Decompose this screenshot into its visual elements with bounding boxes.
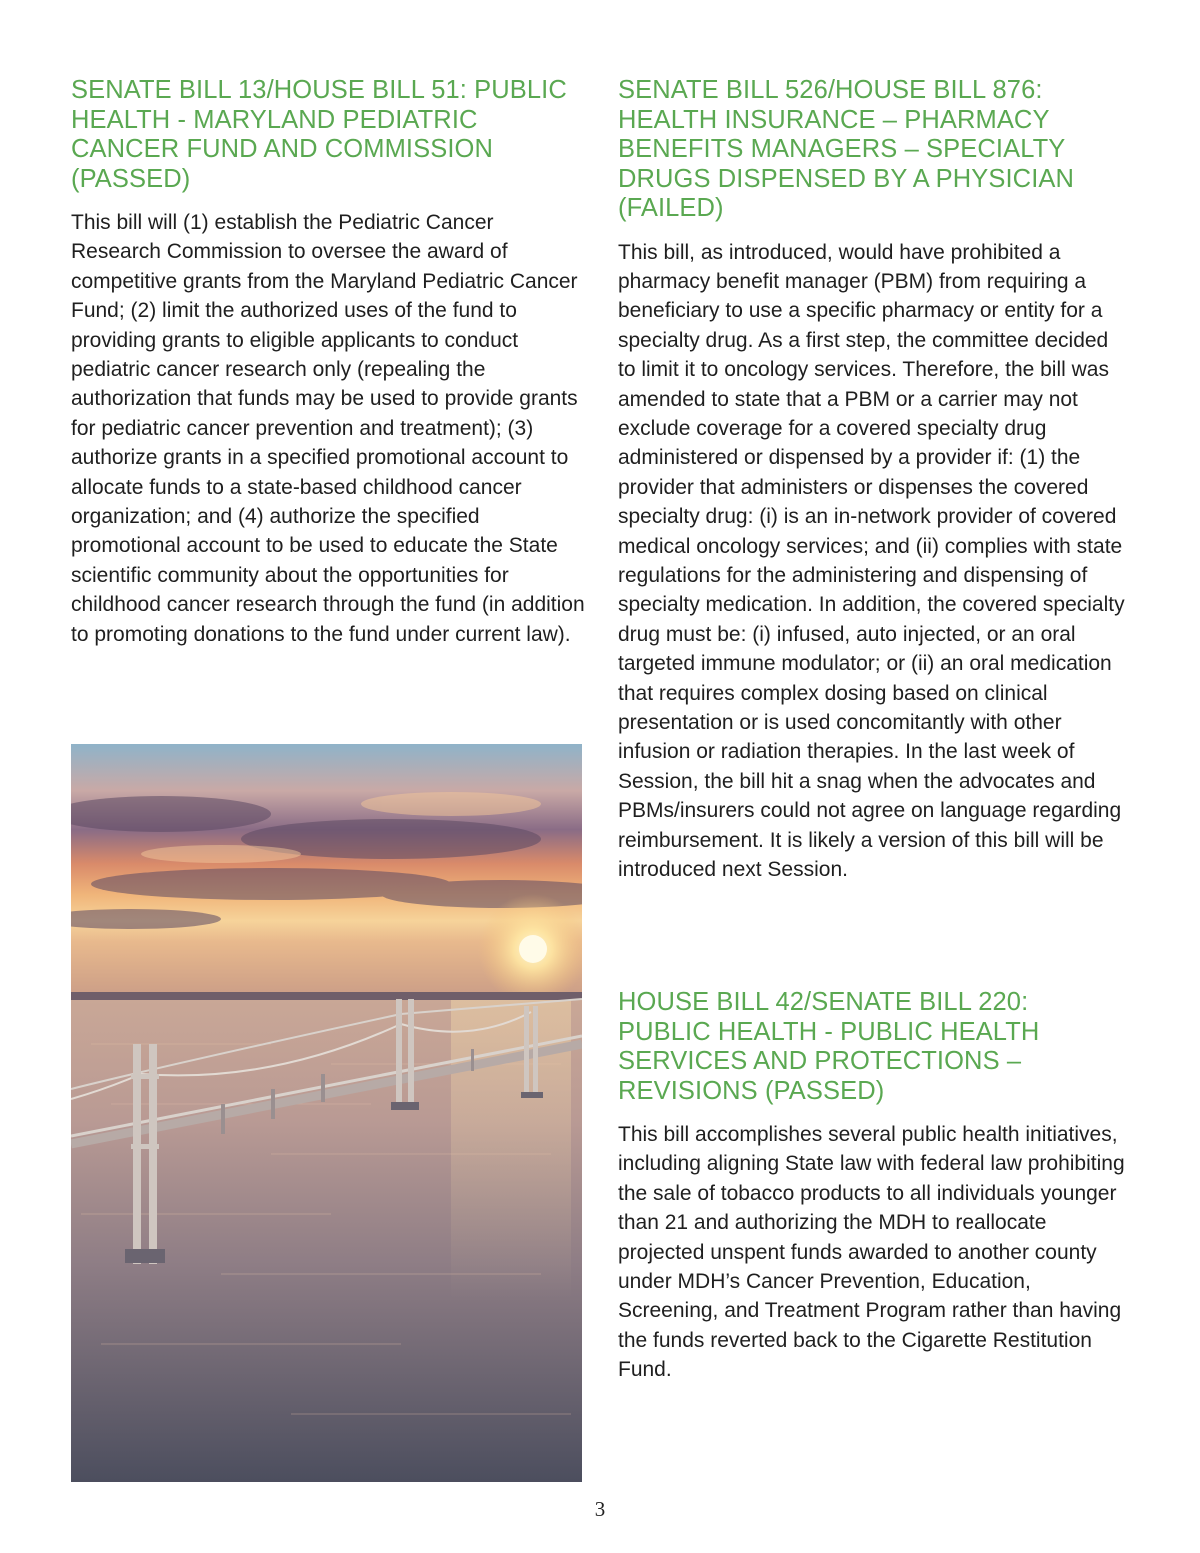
- bill-description: This bill, as introduced, would have prohibited a pharmacy benefit manager (PBM) from requiring a beneficiary to use a specific pharmacy or entity for a specialty drug. As a first step, the committee decided to limit it to oncology services. Therefore, the bill was amended to state that a PBM or a carrier may not exclude coverage for a covered specialty drug administered or dispensed by a provider if: (1) the provider that administers or dispenses the covered specialty drug: (i) is an in-network provider of covered medical oncology services; and (ii) complies with state regulations for the administering and dispensing of specialty medication. In addition, the covered specialty drug must be: (i) infused, auto injected, or an oral targeted immune modulator; or (ii) an oral medication that requires complex dosing based on clinical presentation or is used concomitantly with other infusion or radiation therapies. In the last week of Session, the bill hit a snag when the advocates and PBMs/insurers could not agree on language regarding reimbursement. It is likely a version of this bill will be introduced next Session.: [618, 240, 1125, 882]
- bill-heading: SENATE BILL 526/HOUSE BILL 876: HEALTH INSURANCE – PHARMACY BENEFITS MANAGERS – SPECIALTY DRUGS DISPENSED BY A PHYSICIAN (FAILED): [618, 76, 1074, 222]
- bill-section-sb13: [71, 76, 586, 649]
- bill-description: This bill accomplishes several public health initiatives, including aligning State law with federal law prohibiting the sale of tobacco products to all individuals younger than 21 and authorizing the MDH to reallocate projected unspent funds awarded to another county under MDH’s Cancer Prevention, Education, Screening, and Treatment Program rather than having the funds reverted back to the Cigarette Restitution Fund.: [618, 1123, 1125, 1382]
- bill-heading: SENATE BILL 13/HOUSE BILL 51: PUBLIC HEALTH - MARYLAND PEDIATRIC CANCER FUND AND COMMISSION (PASSED): [71, 76, 567, 193]
- bill-description: This bill will (1) establish the Pediatric Cancer Research Commission to oversee the award of competitive grants from the Maryland Pediatric Cancer Fund; (2) limit the authorized uses of the fund to providing grants to eligible applicants to conduct pediatric cancer research only (repealing the authorization that funds may be used to provide grants for pediatric cancer prevention and treatment); (3) authorize grants in a specified promotional account to allocate funds to a state-based childhood cancer organization; and (4) authorize the specified promotional account to be used to educate the State scientific community about the opportunities for childhood cancer research through the fund (in addition to promoting donations to the fund under current law).: [71, 211, 585, 646]
- bill-heading: HOUSE BILL 42/SENATE BILL 220: PUBLIC HEALTH - PUBLIC HEALTH SERVICES AND PROTECTIONS – REVISIONS (PASSED): [618, 988, 1040, 1105]
- bill-section-sb526: [618, 76, 1128, 884]
- page-number: 3: [594, 1497, 606, 1521]
- bill-section-hb42: [618, 988, 1128, 1385]
- bridge-sunset-photo: [71, 744, 582, 1482]
